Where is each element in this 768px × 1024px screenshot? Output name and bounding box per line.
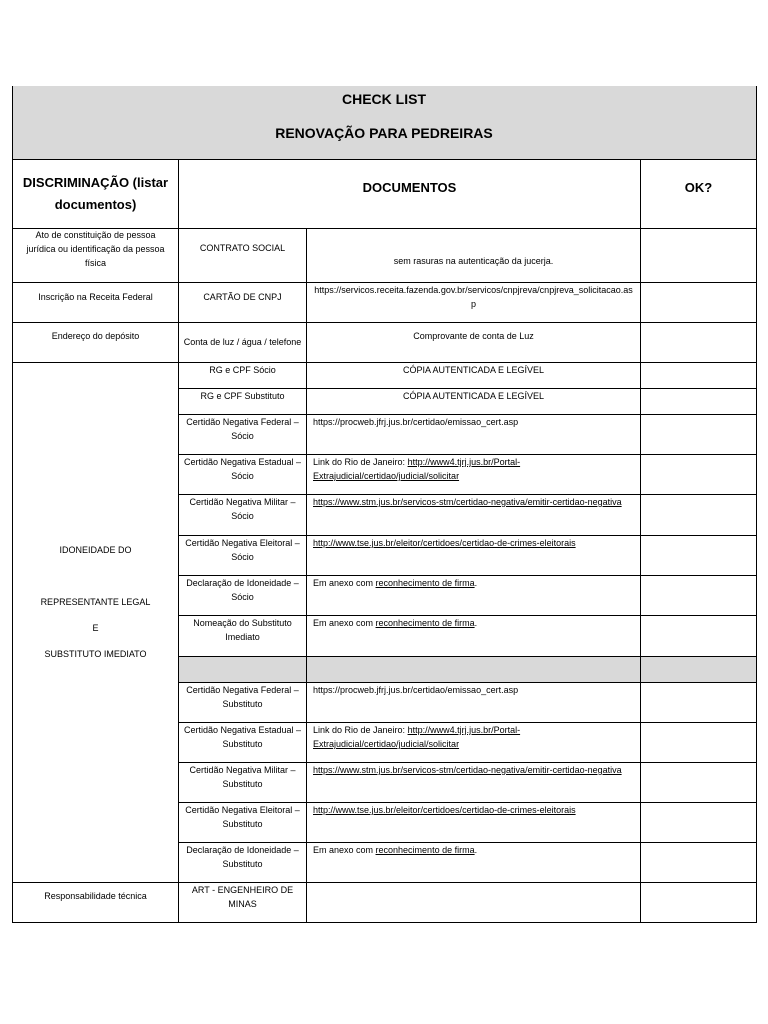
firma-link[interactable]: reconhecimento de firma (375, 578, 475, 588)
idoneidade-doc-9: Certidão Negativa Estadual – Substituto (183, 725, 302, 749)
stm-link[interactable]: https://www.stm.jus.br/servicos-stm/certidao-negativa/emitir-certidao-negativa (313, 765, 622, 775)
idoneidade-detail-3: Link do Rio de Janeiro: http://www4.tjrj.jus.br/Portal-Extrajudicial/certidao/judicial/solicitar (313, 457, 521, 481)
row-receita-detail: https://servicos.receita.fazenda.gov.br/servicos/cnpjreva/cnpjreva_solicitacao.asp (314, 285, 633, 309)
idoneidade-doc-8: Certidão Negativa Federal – Substituto (186, 685, 299, 709)
idoneidade-doc-7: Nomeação do Substituto Imediato (193, 618, 292, 642)
row-endereco-doc: Conta de luz / água / telefone (183, 337, 302, 347)
idoneidade-label: IDONEIDADE DO REPRESENTANTE LEGAL E SUBSTITUTO IMEDIATO (40, 545, 151, 659)
idoneidade-detail-9: Link do Rio de Janeiro: http://www4.tjrj.jus.br/Portal-Extrajudicial/certidao/judicial/solicitar (313, 725, 521, 749)
title-cell (12, 86, 756, 159)
idoneidade-detail-12: Em anexo com reconhecimento de firma. (313, 845, 478, 855)
idoneidade-doc-1: RG e CPF Substituto (200, 391, 285, 401)
idoneidade-detail-5 (307, 536, 640, 575)
idoneidade-detail-2: https://procweb.jfrj.jus.br/certidao/emissao_cert.asp (313, 417, 519, 427)
separator-row (179, 656, 756, 683)
row-ato-label: Ato de constituição de pessoa jurídica ou identificação da pessoa física (26, 230, 165, 268)
firma-link[interactable]: reconhecimento de firma (375, 845, 475, 855)
idoneidade-doc-4: Certidão Negativa Militar – Sócio (189, 497, 296, 521)
tjrj-link[interactable]: http://www4.tjrj.jus.br/Portal-Extrajudicial/certidao/judicial/solicitar (313, 725, 521, 749)
idoneidade-doc-3: Certidão Negativa Estadual – Sócio (183, 457, 302, 481)
row-endereco-label: Endereço do depósito (51, 331, 140, 341)
idoneidade-detail-1: CÓPIA AUTENTICADA E LEGÍVEL (402, 391, 545, 401)
page-subtitle: RENOVAÇÃO PARA PEDREIRAS (275, 125, 493, 141)
idoneidade-detail-11 (307, 803, 640, 842)
idoneidade-detail-7: Em anexo com reconhecimento de firma. (313, 618, 478, 628)
stm-link[interactable]: https://www.stm.jus.br/servicos-stm/certidao-negativa/emitir-certidao-negativa (313, 497, 622, 507)
idoneidade-doc-10: Certidão Negativa Militar – Substituto (189, 765, 296, 789)
header-documentos: DOCUMENTOS (362, 179, 457, 195)
idoneidade-doc-11: Certidão Negativa Eleitoral – Substituto (185, 805, 300, 829)
idoneidade-detail-0: CÓPIA AUTENTICADA E LEGÍVEL (402, 365, 545, 375)
idoneidade-doc-0: RG e CPF Sócio (209, 365, 276, 375)
row-responsabilidade-label: Responsabilidade técnica (44, 891, 147, 901)
tse-link[interactable]: http://www.tse.jus.br/eleitor/certidoes/certidao-de-crimes-eleitorais (313, 538, 576, 548)
idoneidade-detail-6: Em anexo com reconhecimento de firma. (313, 578, 478, 588)
idoneidade-detail-4 (307, 495, 640, 534)
idoneidade-detail-8: https://procweb.jfrj.jus.br/certidao/emissao_cert.asp (313, 685, 519, 695)
page-title: CHECK LIST (342, 91, 426, 107)
idoneidade-doc-12: Declaração de Idoneidade – Substituto (186, 845, 299, 869)
row-receita-label: Inscrição na Receita Federal (38, 292, 153, 302)
idoneidade-doc-6: Declaração de Idoneidade – Sócio (186, 578, 299, 602)
idoneidade-doc-2: Certidão Negativa Federal – Sócio (186, 417, 299, 441)
firma-link[interactable]: reconhecimento de firma (375, 618, 475, 628)
row-ato-detail: sem rasuras na autenticação da jucerja. (393, 256, 554, 266)
row-responsabilidade-doc: ART - ENGENHEIRO DE MINAS (191, 885, 294, 909)
row-ato-doc: CONTRATO SOCIAL (199, 243, 286, 253)
header-discriminacao: DISCRIMINAÇÃO (listar documentos) (22, 175, 169, 212)
row-receita-doc: CARTÃO DE CNPJ (203, 292, 282, 302)
row-endereco-detail: Comprovante de conta de Luz (413, 331, 534, 341)
tjrj-link[interactable]: http://www4.tjrj.jus.br/Portal-Extrajudicial/certidao/judicial/solicitar (313, 457, 521, 481)
header-ok: OK? (684, 179, 713, 195)
idoneidade-detail-10 (307, 763, 640, 802)
tse-link[interactable]: http://www.tse.jus.br/eleitor/certidoes/certidao-de-crimes-eleitorais (313, 805, 576, 815)
idoneidade-doc-5: Certidão Negativa Eleitoral – Sócio (185, 538, 300, 562)
